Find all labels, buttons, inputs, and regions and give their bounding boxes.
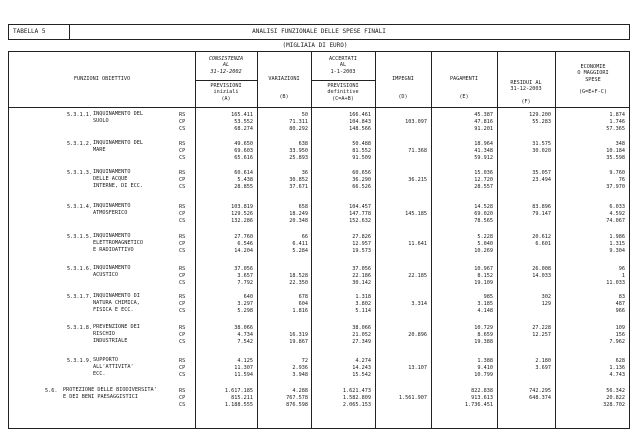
- cell-e: 10.799: [474, 372, 493, 379]
- cell-d: 36.215: [408, 177, 427, 184]
- header-line: iniziali: [213, 89, 239, 96]
- cell-a: 640: [243, 294, 253, 300]
- cell-e: 5.228: [477, 234, 493, 240]
- cell-b: 37.671: [289, 184, 308, 191]
- cell-e: 10.967: [474, 266, 493, 272]
- cell-b: 18.528: [289, 273, 308, 280]
- header-line: VARIAZIONI: [268, 76, 300, 82]
- row-label: ATMOSFERICO: [93, 210, 128, 217]
- header-line: (F): [521, 98, 531, 105]
- cell-b: 66: [301, 234, 308, 240]
- cell-d: 11.641: [408, 241, 427, 248]
- cell-a: 38.066: [234, 325, 253, 331]
- cell-e: 15.036: [474, 170, 493, 176]
- cell-b: 16.319: [289, 332, 308, 339]
- cell-e: 10.269: [474, 248, 493, 255]
- cell-b: 2.936: [292, 365, 308, 372]
- row-label: ELETTROMAGNETICO: [93, 240, 143, 247]
- cell-d: 3.314: [411, 301, 427, 308]
- cell-c: 66.526: [352, 184, 371, 191]
- cell-b: 638: [298, 141, 308, 147]
- row-label: PREVENZIONE DEI: [93, 324, 140, 331]
- row-label: MARE: [93, 147, 106, 154]
- header-line: (D): [398, 94, 408, 101]
- row-label: RISCHIO: [93, 331, 115, 338]
- cell-d: 71.368: [408, 148, 427, 155]
- cell-c: 14.243: [352, 365, 371, 372]
- cell-b: 33.950: [289, 148, 308, 155]
- cell-c: 37.056: [352, 266, 371, 272]
- cell-c: 60.656: [352, 170, 371, 176]
- row-code: 5.3.1.5.: [67, 234, 92, 240]
- cell-g: 328.702: [603, 402, 625, 409]
- cell-b: 19.867: [289, 339, 308, 346]
- row-code: 5.3.1.3.: [67, 170, 92, 176]
- header-line: definitive: [327, 89, 359, 96]
- table-caption-box: [8, 24, 630, 40]
- row-type: CP: [179, 177, 186, 184]
- cell-a: 4.734: [237, 332, 253, 339]
- row-type: CS: [179, 218, 186, 225]
- cell-f: 23.494: [532, 177, 551, 184]
- cell-g: 20.822: [606, 395, 625, 402]
- row-label: INTERNE, DI ECC.: [93, 183, 143, 190]
- cell-g: 4.743: [609, 372, 625, 379]
- cell-a: 68.274: [234, 126, 253, 133]
- header-line: (G=E+F-C): [578, 89, 608, 96]
- row-type: RS: [179, 358, 186, 364]
- header-rule: [9, 107, 629, 108]
- cell-e: 4.148: [477, 308, 493, 315]
- cell-c: 22.186: [352, 273, 371, 280]
- row-type: CP: [179, 119, 186, 126]
- header-line: CONSISTENZA: [208, 56, 244, 62]
- cell-d: 20.896: [408, 332, 427, 339]
- cell-e: 47.816: [474, 119, 493, 126]
- cell-a: 1.188.555: [224, 402, 253, 409]
- header-line: AL: [222, 62, 230, 69]
- cell-b: 678: [298, 294, 308, 300]
- cell-c: 104.457: [349, 204, 371, 210]
- cell-b: 71.311: [289, 119, 308, 126]
- cell-f: 26.008: [532, 266, 551, 272]
- cell-c: 36.290: [352, 177, 371, 184]
- cell-g: 109: [615, 325, 625, 331]
- row-code: 5.3.1.8.: [67, 325, 92, 331]
- cell-e: 8.152: [477, 273, 493, 280]
- row-type: CP: [179, 365, 186, 372]
- header-line: PREVISIONI: [210, 83, 242, 89]
- cell-e: 91.201: [474, 126, 493, 133]
- cell-g: 57.365: [606, 126, 625, 133]
- cell-a: 5.298: [237, 308, 253, 315]
- financial-table: [8, 51, 630, 429]
- cell-g: 487: [615, 301, 625, 308]
- cell-e: 913.613: [471, 395, 493, 402]
- header-line: IMPEGNI: [392, 76, 414, 82]
- cell-g: 6.033: [609, 204, 625, 210]
- cell-a: 60.614: [234, 170, 253, 176]
- cell-a: 11.594: [234, 372, 253, 379]
- cell-b: 22.350: [289, 280, 308, 287]
- row-label: INQUINAMENTO DEL: [93, 111, 143, 118]
- cell-g: 966: [615, 308, 625, 315]
- row-type: RS: [179, 204, 186, 210]
- cell-g: 1.874: [609, 112, 625, 118]
- cell-a: 815.211: [231, 395, 253, 402]
- row-type: CP: [179, 332, 186, 339]
- cell-f: 3.697: [535, 365, 551, 372]
- cell-f: 2.180: [535, 358, 551, 364]
- cell-f: 129: [541, 301, 551, 308]
- row-type: CP: [179, 273, 186, 280]
- cell-c: 4.274: [355, 358, 371, 364]
- cell-f: 83.896: [532, 204, 551, 210]
- cell-e: 28.557: [474, 184, 493, 191]
- cell-b: 18.249: [289, 211, 308, 218]
- cell-f: 6.601: [535, 241, 551, 248]
- cell-g: 35.598: [606, 155, 625, 162]
- row-type: RS: [179, 141, 186, 147]
- col-header-funzioni: FUNZIONI OBIETTIVO: [73, 76, 131, 82]
- col-header-previsioni-iniziali: [195, 83, 257, 102]
- row-type: RS: [179, 170, 186, 176]
- cell-a: 7.792: [237, 280, 253, 287]
- col-divider: [195, 52, 196, 428]
- cell-c: 81.552: [352, 148, 371, 155]
- row-code: 5.6.: [45, 388, 58, 394]
- cell-c: 27.349: [352, 339, 371, 346]
- cell-c: 166.461: [349, 112, 371, 118]
- col-header-pagamenti: [431, 76, 497, 101]
- row-label: INQUINAMENTO DEL: [93, 140, 143, 147]
- cell-g: 9.304: [609, 248, 625, 255]
- cell-c: 147.778: [349, 211, 371, 218]
- cell-a: 129.526: [231, 211, 253, 218]
- cell-a: 103.819: [231, 204, 253, 210]
- cell-e: 8.659: [477, 332, 493, 339]
- row-label: NATURA CHIMICA,: [93, 300, 140, 307]
- cell-g: 1.136: [609, 365, 625, 372]
- cell-g: 37.970: [606, 184, 625, 191]
- row-label: INQUINAMENTO: [93, 233, 131, 240]
- col-divider: [311, 52, 312, 428]
- row-label: DELLE ACQUE: [93, 176, 128, 183]
- cell-f: 31.575: [532, 141, 551, 147]
- cell-g: 628: [615, 358, 625, 364]
- col-header-consistenza: [195, 56, 257, 75]
- cell-c: 3.802: [355, 301, 371, 308]
- row-code: 5.3.1.7.: [67, 294, 92, 300]
- cell-b: 25.893: [289, 155, 308, 162]
- cell-e: 18.964: [474, 141, 493, 147]
- row-label: ALL'ATTIVITA': [93, 364, 134, 371]
- cell-e: 19.388: [474, 339, 493, 346]
- row-type: CS: [179, 126, 186, 133]
- cell-b: 767.578: [286, 395, 308, 402]
- cell-b: 876.598: [286, 402, 308, 409]
- row-label: INDUSTRIALE: [93, 338, 128, 345]
- header-line: ACCERTATI: [328, 56, 358, 62]
- header-line: ECONOMIE: [580, 64, 606, 70]
- col-header-variazioni: [257, 76, 311, 101]
- cell-a: 1.617.185: [224, 388, 253, 394]
- cell-b: 4.288: [292, 388, 308, 394]
- cell-e: 19.109: [474, 280, 493, 287]
- cell-e: 5.040: [477, 241, 493, 248]
- cell-f: 79.147: [532, 211, 551, 218]
- cell-g: 4.592: [609, 211, 625, 218]
- row-type: CS: [179, 402, 186, 409]
- header-line: PREVISIONI: [327, 83, 359, 89]
- cell-b: 50: [301, 112, 308, 118]
- header-line: (A): [221, 95, 231, 102]
- col-divider: [497, 52, 498, 428]
- cell-c: 38.066: [352, 325, 371, 331]
- cell-g: 1.986: [609, 234, 625, 240]
- cell-b: 36: [301, 170, 308, 176]
- row-code: 5.3.1.2.: [67, 141, 92, 147]
- cell-a: 65.616: [234, 155, 253, 162]
- cell-g: 83: [618, 294, 625, 300]
- table-number: TABELLA 5: [13, 28, 46, 35]
- row-type: CP: [179, 241, 186, 248]
- cell-g: 9.760: [609, 170, 625, 176]
- cell-a: 7.542: [237, 339, 253, 346]
- cell-c: 148.566: [349, 126, 371, 133]
- row-code: 5.3.1.9.: [67, 358, 92, 364]
- cell-a: 4.125: [237, 358, 253, 364]
- row-type: CS: [179, 372, 186, 379]
- cell-a: 28.855: [234, 184, 253, 191]
- cell-g: 1.315: [609, 241, 625, 248]
- cell-c: 50.488: [352, 141, 371, 147]
- cell-a: 14.204: [234, 248, 253, 255]
- row-code: 5.3.1.6.: [67, 266, 92, 272]
- cell-g: 96: [618, 266, 625, 272]
- row-type: RS: [179, 388, 186, 394]
- row-label: ECC.: [93, 371, 106, 378]
- cell-a: 5.438: [237, 177, 253, 184]
- cell-f: 129.200: [529, 112, 551, 118]
- row-label: ACUSTICO: [93, 272, 118, 279]
- header-line: AL: [339, 62, 347, 69]
- cell-g: 74.067: [606, 218, 625, 225]
- col-header-previsioni-definitive: [311, 83, 375, 102]
- row-type: CS: [179, 339, 186, 346]
- cell-d: 145.185: [405, 211, 427, 218]
- cell-e: 3.185: [477, 301, 493, 308]
- cell-e: 69.020: [474, 211, 493, 218]
- header-line: (B): [279, 94, 289, 101]
- row-type: RS: [179, 266, 186, 272]
- cell-g: 10.184: [606, 148, 625, 155]
- cell-c: 5.114: [355, 308, 371, 315]
- row-type: CS: [179, 308, 186, 315]
- cell-c: 19.573: [352, 248, 371, 255]
- cell-f: 30.020: [532, 148, 551, 155]
- row-type: RS: [179, 112, 186, 118]
- col-divider: [257, 52, 258, 428]
- sub-rule: [311, 80, 375, 81]
- cell-c: 1.582.809: [342, 395, 371, 402]
- cell-g: 7.962: [609, 339, 625, 346]
- cell-c: 91.509: [352, 155, 371, 162]
- cell-a: 49.650: [234, 141, 253, 147]
- cell-a: 37.056: [234, 266, 253, 272]
- row-type: RS: [179, 325, 186, 331]
- cell-e: 41.348: [474, 148, 493, 155]
- cell-a: 165.411: [231, 112, 253, 118]
- cell-a: 3.657: [237, 273, 253, 280]
- header-line: 31-12-2002: [210, 68, 242, 75]
- row-type: RS: [179, 234, 186, 240]
- cell-d: 13.107: [408, 365, 427, 372]
- cell-f: 742.295: [529, 388, 551, 394]
- header-line: O MAGGIORI: [577, 70, 609, 77]
- cell-c: 104.843: [349, 119, 371, 126]
- cell-e: 78.565: [474, 218, 493, 225]
- cell-c: 1.621.473: [342, 388, 371, 394]
- col-divider: [375, 52, 376, 428]
- cell-a: 69.603: [234, 148, 253, 155]
- row-type: RS: [179, 294, 186, 300]
- cell-g: 1.746: [609, 119, 625, 126]
- cell-f: 35.057: [532, 170, 551, 176]
- cell-e: 1.388: [477, 358, 493, 364]
- row-type: CP: [179, 301, 186, 308]
- row-code: 5.3.1.4.: [67, 204, 92, 210]
- cell-e: 1.736.451: [464, 402, 493, 409]
- row-label: INQUINAMENTO DI: [93, 293, 140, 300]
- cell-g: 76: [618, 177, 625, 184]
- row-label: SUPPORTO: [93, 357, 118, 364]
- row-code: 5.3.1.1.: [67, 112, 92, 118]
- cell-c: 15.542: [352, 372, 371, 379]
- cell-c: 2.065.153: [342, 402, 371, 409]
- cell-e: 45.387: [474, 112, 493, 118]
- cell-b: 3.948: [292, 372, 308, 379]
- cell-f: 12.257: [532, 332, 551, 339]
- cell-b: 5.284: [292, 248, 308, 255]
- units-label: (MIGLIAIA DI EURO): [282, 42, 348, 49]
- cell-g: 11.033: [606, 280, 625, 287]
- cell-a: 27.760: [234, 234, 253, 240]
- cell-f: 648.374: [529, 395, 551, 402]
- sub-rule: [195, 80, 257, 81]
- row-label: PROTEZIONE DELLE BIODIVERSITA': [63, 387, 157, 394]
- cell-a: 6.546: [237, 241, 253, 248]
- cell-c: 30.142: [352, 280, 371, 287]
- cell-f: 14.033: [532, 273, 551, 280]
- row-type: CP: [179, 395, 186, 402]
- cell-g: 1: [621, 273, 625, 280]
- cell-g: 56.342: [606, 388, 625, 394]
- cell-d: 103.097: [405, 119, 427, 126]
- row-type: CS: [179, 155, 186, 162]
- row-type: CS: [179, 248, 186, 255]
- cell-f: 55.283: [532, 119, 551, 126]
- cell-b: 6.411: [292, 241, 308, 248]
- cell-f: 27.228: [532, 325, 551, 331]
- header-line: RESIDUI AL: [510, 80, 542, 86]
- cell-b: 1.816: [292, 308, 308, 315]
- cell-b: 658: [298, 204, 308, 210]
- col-divider: [431, 52, 432, 428]
- row-label: E DEI BENI PAESAGGISTICI: [63, 394, 138, 401]
- col-header-accertati: [311, 56, 375, 75]
- header-line: 1-1-2003: [330, 68, 356, 75]
- row-type: CS: [179, 280, 186, 287]
- col-divider: [555, 52, 556, 428]
- cell-f: 20.612: [532, 234, 551, 240]
- cell-b: 30.852: [289, 177, 308, 184]
- cell-a: 3.297: [237, 301, 253, 308]
- header-line: SPESE: [585, 76, 601, 83]
- cell-b: 72: [301, 358, 308, 364]
- cell-a: 11.307: [234, 365, 253, 372]
- cell-c: 21.052: [352, 332, 371, 339]
- cell-e: 985: [483, 294, 493, 300]
- cell-e: 59.912: [474, 155, 493, 162]
- cell-a: 132.286: [231, 218, 253, 225]
- header-line: PAGAMENTI: [449, 76, 479, 82]
- header-line: (E): [459, 94, 469, 101]
- cell-b: 80.292: [289, 126, 308, 133]
- cell-c: 1.318: [355, 294, 371, 300]
- col-header-impegni: [375, 76, 431, 101]
- header-line: (C=A+B): [332, 95, 354, 102]
- cell-a: 53.552: [234, 119, 253, 126]
- cell-e: 9.410: [477, 365, 493, 372]
- row-label: INQUINAMENTO: [93, 203, 131, 210]
- row-label: SUOLO: [93, 118, 109, 125]
- row-label: E RADIOATTIVO: [93, 247, 134, 254]
- table-title: ANALISI FUNZIONALE DELLE SPESE FINALI: [252, 28, 386, 35]
- cell-g: 348: [615, 141, 625, 147]
- cell-c: 27.826: [352, 234, 371, 240]
- cell-d: 22.185: [408, 273, 427, 280]
- row-label: FISICA E ECC.: [93, 307, 134, 314]
- cell-c: 152.632: [349, 218, 371, 225]
- cell-f: 302: [541, 294, 551, 300]
- row-label: INQUINAMENTO: [93, 265, 131, 272]
- col-header-residui: [497, 80, 555, 105]
- cell-e: 822.838: [471, 388, 493, 394]
- col-header-economie: [555, 64, 630, 96]
- cell-e: 10.729: [474, 325, 493, 331]
- cell-g: 156: [615, 332, 625, 339]
- row-type: CP: [179, 211, 186, 218]
- cell-d: 1.561.907: [398, 395, 427, 402]
- cell-c: 12.957: [352, 241, 371, 248]
- row-label: INQUINAMENTO: [93, 169, 131, 176]
- cell-e: 14.528: [474, 204, 493, 210]
- header-line: 31-12-2003: [510, 86, 542, 93]
- row-type: CS: [179, 184, 186, 191]
- row-type: CP: [179, 148, 186, 155]
- cell-b: 604: [298, 301, 308, 308]
- cell-e: 12.720: [474, 177, 493, 184]
- cell-b: 20.348: [289, 218, 308, 225]
